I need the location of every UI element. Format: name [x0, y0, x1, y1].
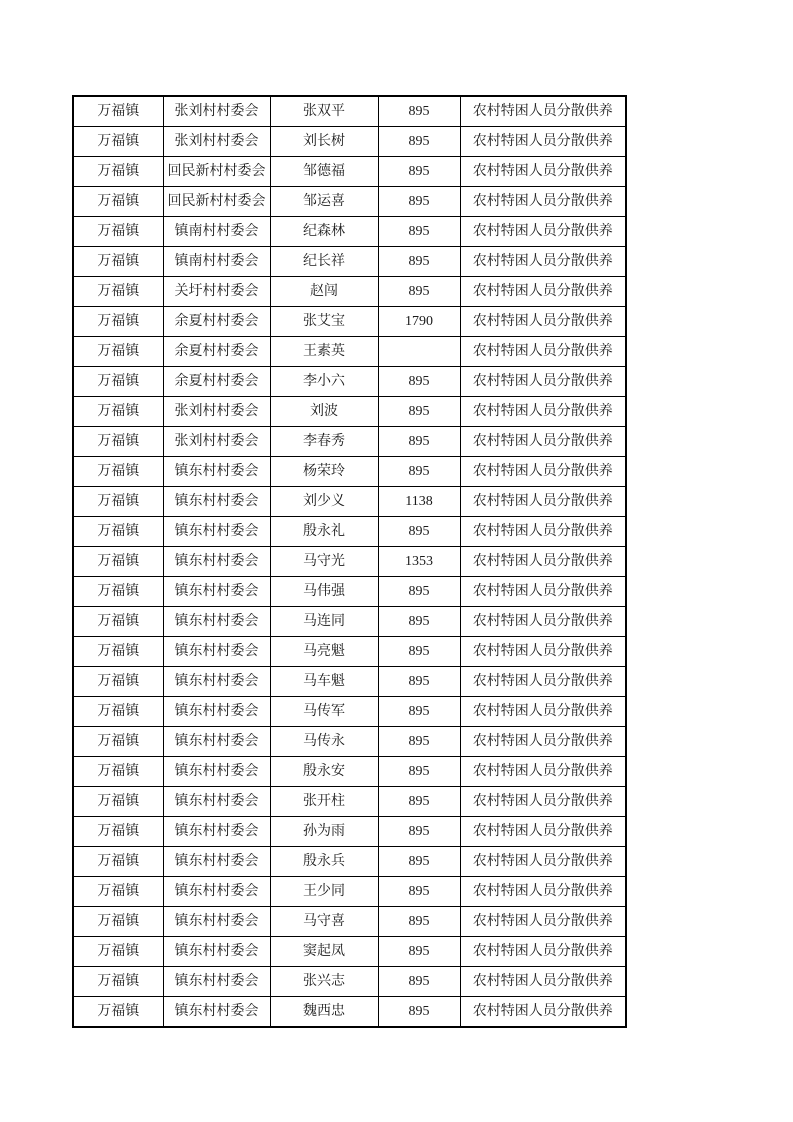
table-row — [73, 877, 626, 907]
amount-cell: 895 — [378, 397, 460, 427]
table-row — [73, 607, 626, 637]
amount-cell: 895 — [378, 367, 460, 397]
table-row — [73, 427, 626, 457]
village-cell: 镇东村村委会 — [163, 817, 270, 847]
person-name-cell: 马守光 — [270, 547, 378, 577]
support-type-cell: 农村特困人员分散供养 — [460, 517, 626, 547]
town-cell: 万福镇 — [73, 697, 163, 727]
support-type-cell: 农村特困人员分散供养 — [460, 697, 626, 727]
amount-cell: 895 — [378, 277, 460, 307]
town-cell: 万福镇 — [73, 217, 163, 247]
amount-cell: 895 — [378, 967, 460, 997]
table-row — [73, 277, 626, 307]
amount-cell: 895 — [378, 247, 460, 277]
town-cell: 万福镇 — [73, 397, 163, 427]
support-type-cell: 农村特困人员分散供养 — [460, 607, 626, 637]
town-cell: 万福镇 — [73, 787, 163, 817]
village-cell: 余夏村村委会 — [163, 337, 270, 367]
person-name-cell: 张兴志 — [270, 967, 378, 997]
amount-cell: 895 — [378, 457, 460, 487]
table-row — [73, 247, 626, 277]
person-name-cell: 殷永安 — [270, 757, 378, 787]
support-type-cell: 农村特困人员分散供养 — [460, 667, 626, 697]
support-type-cell: 农村特困人员分散供养 — [460, 787, 626, 817]
town-cell: 万福镇 — [73, 637, 163, 667]
person-name-cell: 李春秀 — [270, 427, 378, 457]
table-row — [73, 307, 626, 337]
town-cell: 万福镇 — [73, 517, 163, 547]
village-cell: 镇东村村委会 — [163, 697, 270, 727]
table-row — [73, 727, 626, 757]
town-cell: 万福镇 — [73, 817, 163, 847]
village-cell: 张刘村村委会 — [163, 397, 270, 427]
village-cell: 镇东村村委会 — [163, 967, 270, 997]
village-cell: 镇东村村委会 — [163, 907, 270, 937]
village-cell: 镇东村村委会 — [163, 547, 270, 577]
town-cell: 万福镇 — [73, 337, 163, 367]
support-type-cell: 农村特困人员分散供养 — [460, 157, 626, 187]
support-type-cell: 农村特困人员分散供养 — [460, 247, 626, 277]
person-name-cell: 赵闯 — [270, 277, 378, 307]
town-cell: 万福镇 — [73, 457, 163, 487]
table-row — [73, 127, 626, 157]
village-cell: 镇东村村委会 — [163, 937, 270, 967]
village-cell: 镇南村村委会 — [163, 247, 270, 277]
village-cell: 关圩村村委会 — [163, 277, 270, 307]
amount-cell: 895 — [378, 427, 460, 457]
amount-cell: 1790 — [378, 307, 460, 337]
town-cell: 万福镇 — [73, 187, 163, 217]
person-name-cell: 刘长树 — [270, 127, 378, 157]
town-cell: 万福镇 — [73, 157, 163, 187]
support-type-cell: 农村特困人员分散供养 — [460, 307, 626, 337]
support-type-cell: 农村特困人员分散供养 — [460, 937, 626, 967]
town-cell: 万福镇 — [73, 937, 163, 967]
table-row — [73, 997, 626, 1028]
support-type-cell: 农村特困人员分散供养 — [460, 457, 626, 487]
person-name-cell: 王素英 — [270, 337, 378, 367]
support-type-cell: 农村特困人员分散供养 — [460, 217, 626, 247]
village-cell: 镇东村村委会 — [163, 757, 270, 787]
town-cell: 万福镇 — [73, 877, 163, 907]
amount-cell: 895 — [378, 907, 460, 937]
amount-cell: 895 — [378, 847, 460, 877]
village-cell: 镇东村村委会 — [163, 787, 270, 817]
table-row — [73, 157, 626, 187]
town-cell: 万福镇 — [73, 967, 163, 997]
person-name-cell: 魏西忠 — [270, 997, 378, 1028]
amount-cell: 895 — [378, 997, 460, 1028]
amount-cell: 895 — [378, 757, 460, 787]
town-cell: 万福镇 — [73, 127, 163, 157]
roster-body — [73, 96, 626, 1027]
table-row — [73, 397, 626, 427]
table-row — [73, 787, 626, 817]
support-type-cell: 农村特困人员分散供养 — [460, 727, 626, 757]
amount-cell: 1138 — [378, 487, 460, 517]
table-row — [73, 667, 626, 697]
person-name-cell: 窦起凤 — [270, 937, 378, 967]
village-cell: 镇东村村委会 — [163, 847, 270, 877]
roster-table — [72, 95, 627, 1028]
village-cell: 镇东村村委会 — [163, 607, 270, 637]
amount-cell: 895 — [378, 817, 460, 847]
amount-cell: 895 — [378, 157, 460, 187]
person-name-cell: 马传军 — [270, 697, 378, 727]
support-type-cell: 农村特困人员分散供养 — [460, 367, 626, 397]
village-cell: 回民新村村委会 — [163, 157, 270, 187]
town-cell: 万福镇 — [73, 487, 163, 517]
table-row — [73, 337, 626, 367]
village-cell: 镇东村村委会 — [163, 517, 270, 547]
amount-cell: 895 — [378, 787, 460, 817]
amount-cell — [378, 337, 460, 367]
person-name-cell: 杨荣玲 — [270, 457, 378, 487]
support-type-cell: 农村特困人员分散供养 — [460, 637, 626, 667]
table-row — [73, 517, 626, 547]
support-type-cell: 农村特困人员分散供养 — [460, 397, 626, 427]
table-row — [73, 367, 626, 397]
person-name-cell: 马车魁 — [270, 667, 378, 697]
amount-cell: 895 — [378, 577, 460, 607]
village-cell: 镇东村村委会 — [163, 727, 270, 757]
village-cell: 余夏村村委会 — [163, 367, 270, 397]
person-name-cell: 孙为雨 — [270, 817, 378, 847]
amount-cell: 895 — [378, 697, 460, 727]
village-cell: 余夏村村委会 — [163, 307, 270, 337]
amount-cell: 895 — [378, 637, 460, 667]
village-cell: 镇东村村委会 — [163, 667, 270, 697]
support-type-cell: 农村特困人员分散供养 — [460, 547, 626, 577]
person-name-cell: 殷永礼 — [270, 517, 378, 547]
support-type-cell: 农村特困人员分散供养 — [460, 877, 626, 907]
town-cell: 万福镇 — [73, 757, 163, 787]
table-row — [73, 937, 626, 967]
table-row — [73, 967, 626, 997]
support-type-cell: 农村特困人员分散供养 — [460, 427, 626, 457]
support-type-cell: 农村特困人员分散供养 — [460, 997, 626, 1028]
table-row — [73, 487, 626, 517]
support-type-cell: 农村特困人员分散供养 — [460, 96, 626, 127]
village-cell: 回民新村村委会 — [163, 187, 270, 217]
village-cell: 镇南村村委会 — [163, 217, 270, 247]
person-name-cell: 刘少义 — [270, 487, 378, 517]
table-row — [73, 577, 626, 607]
table-row — [73, 757, 626, 787]
town-cell: 万福镇 — [73, 727, 163, 757]
support-type-cell: 农村特困人员分散供养 — [460, 757, 626, 787]
person-name-cell: 马伟强 — [270, 577, 378, 607]
table-row — [73, 96, 626, 127]
table-row — [73, 907, 626, 937]
support-type-cell: 农村特困人员分散供养 — [460, 337, 626, 367]
support-type-cell: 农村特困人员分散供养 — [460, 967, 626, 997]
town-cell: 万福镇 — [73, 247, 163, 277]
person-name-cell: 张艾宝 — [270, 307, 378, 337]
person-name-cell: 殷永兵 — [270, 847, 378, 877]
village-cell: 镇东村村委会 — [163, 577, 270, 607]
town-cell: 万福镇 — [73, 847, 163, 877]
support-type-cell: 农村特困人员分散供养 — [460, 487, 626, 517]
table-row — [73, 457, 626, 487]
person-name-cell: 李小六 — [270, 367, 378, 397]
table-row — [73, 217, 626, 247]
table-row — [73, 697, 626, 727]
town-cell: 万福镇 — [73, 907, 163, 937]
amount-cell: 895 — [378, 96, 460, 127]
support-type-cell: 农村特困人员分散供养 — [460, 187, 626, 217]
table-row — [73, 547, 626, 577]
support-type-cell: 农村特困人员分散供养 — [460, 277, 626, 307]
town-cell: 万福镇 — [73, 367, 163, 397]
person-name-cell: 纪森林 — [270, 217, 378, 247]
amount-cell: 895 — [378, 127, 460, 157]
village-cell: 镇东村村委会 — [163, 877, 270, 907]
town-cell: 万福镇 — [73, 277, 163, 307]
town-cell: 万福镇 — [73, 427, 163, 457]
amount-cell: 895 — [378, 727, 460, 757]
person-name-cell: 张开柱 — [270, 787, 378, 817]
person-name-cell: 邹运喜 — [270, 187, 378, 217]
amount-cell: 895 — [378, 667, 460, 697]
support-type-cell: 农村特困人员分散供养 — [460, 817, 626, 847]
amount-cell: 895 — [378, 877, 460, 907]
table-row — [73, 847, 626, 877]
town-cell: 万福镇 — [73, 96, 163, 127]
person-name-cell: 纪长祥 — [270, 247, 378, 277]
support-type-cell: 农村特困人员分散供养 — [460, 907, 626, 937]
person-name-cell: 张双平 — [270, 96, 378, 127]
person-name-cell: 马守喜 — [270, 907, 378, 937]
support-type-cell: 农村特困人员分散供养 — [460, 127, 626, 157]
village-cell: 镇东村村委会 — [163, 457, 270, 487]
support-type-cell: 农村特困人员分散供养 — [460, 577, 626, 607]
amount-cell: 895 — [378, 607, 460, 637]
person-name-cell: 马传永 — [270, 727, 378, 757]
amount-cell: 1353 — [378, 547, 460, 577]
support-type-cell: 农村特困人员分散供养 — [460, 847, 626, 877]
town-cell: 万福镇 — [73, 607, 163, 637]
amount-cell: 895 — [378, 187, 460, 217]
town-cell: 万福镇 — [73, 667, 163, 697]
village-cell: 镇东村村委会 — [163, 637, 270, 667]
table-row — [73, 187, 626, 217]
village-cell: 镇东村村委会 — [163, 487, 270, 517]
person-name-cell: 刘波 — [270, 397, 378, 427]
village-cell: 张刘村村委会 — [163, 96, 270, 127]
amount-cell: 895 — [378, 217, 460, 247]
amount-cell: 895 — [378, 517, 460, 547]
person-name-cell: 马亮魁 — [270, 637, 378, 667]
person-name-cell: 王少同 — [270, 877, 378, 907]
person-name-cell: 马连同 — [270, 607, 378, 637]
table-row — [73, 817, 626, 847]
town-cell: 万福镇 — [73, 307, 163, 337]
person-name-cell: 邹德福 — [270, 157, 378, 187]
town-cell: 万福镇 — [73, 547, 163, 577]
village-cell: 镇东村村委会 — [163, 997, 270, 1028]
village-cell: 张刘村村委会 — [163, 127, 270, 157]
town-cell: 万福镇 — [73, 577, 163, 607]
town-cell: 万福镇 — [73, 997, 163, 1028]
village-cell: 张刘村村委会 — [163, 427, 270, 457]
table-row — [73, 637, 626, 667]
amount-cell: 895 — [378, 937, 460, 967]
